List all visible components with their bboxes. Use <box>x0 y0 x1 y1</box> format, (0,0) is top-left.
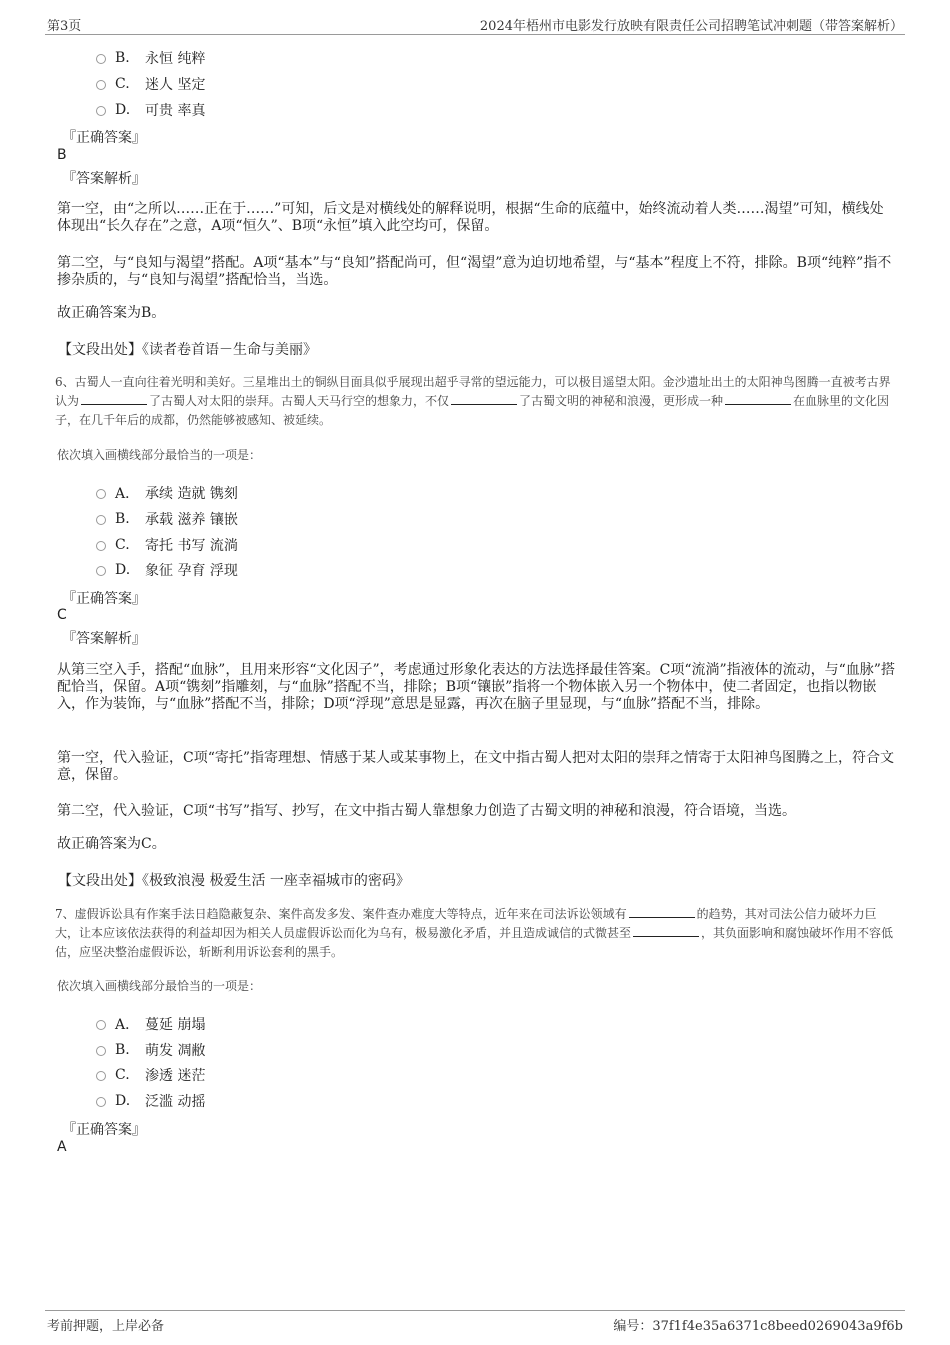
q6-analysis-2: 第一空，代入验证，C项“寄托”指寄理想、情感于某人或某事物上，在文中指古蜀人把对太阳的崇拜之情寄于太阳神鸟图腾之上，符合文意，保留。 <box>57 750 895 783</box>
document-code: 编号：37f1f4e35a6371c8beed0269043a9f6b <box>613 1319 903 1334</box>
q6-option-c[interactable] <box>96 535 238 555</box>
radio-icon[interactable] <box>96 489 106 499</box>
option-text: 可贵 率真 <box>145 103 206 119</box>
option-text: 寄托 书写 流淌 <box>145 538 238 554</box>
option-letter: C. <box>115 1067 130 1083</box>
stem-text: 了古蜀人对太阳的崇拜。古蜀人天马行空的想象力，不仅 <box>149 394 450 408</box>
q5-answer-label: 『正确答案』 <box>62 130 146 146</box>
option-text: 承续 造就 镌刻 <box>145 486 238 502</box>
option-letter: A． <box>115 486 140 502</box>
option-text: 蔓延 崩塌 <box>145 1017 206 1033</box>
q5-option-c[interactable] <box>96 74 205 94</box>
q7-answer-label: 『正确答案』 <box>62 1122 146 1138</box>
option-text: 迷人 坚定 <box>145 77 206 93</box>
option-letter: B. <box>115 50 130 66</box>
q7-option-d[interactable] <box>96 1091 205 1111</box>
option-letter: D. <box>115 1093 131 1109</box>
blank-line <box>451 392 517 405</box>
stem-text: 了古蜀文明的神秘和浪漫，更形成一种 <box>519 394 724 408</box>
q5-answer: B <box>57 147 67 163</box>
option-text: 渗透 迷茫 <box>145 1068 206 1084</box>
radio-icon[interactable] <box>96 1097 106 1107</box>
option-letter: B. <box>115 511 130 527</box>
stem-text: 7、虚假诉讼具有作案手法日趋隐蔽复杂、案件高发多发、案件查办难度大等特点，近年来在司法诉讼领域有 <box>55 907 627 921</box>
option-text: 承载 滋养 镶嵌 <box>145 512 238 528</box>
footer-divider <box>45 1310 905 1311</box>
q7-stem <box>55 905 900 962</box>
q6-stem <box>55 373 900 430</box>
q6-analysis-4: 故正确答案为C。 <box>57 836 166 852</box>
header-divider <box>45 34 905 35</box>
q5-analysis-label: 『答案解析』 <box>62 171 146 187</box>
footer-slogan: 考前押题，上岸必备 <box>47 1319 165 1334</box>
q5-analysis-2: 第二空，与“良知与渴望”搭配。A项“基本”与“良知”搭配尚可，但“渴望”意为迫切地希望，与“基本”程度上不符，排除。B项“纯粹”指不掺杂质的，与“良知与渴望”搭配恰当，当选。 <box>57 255 892 288</box>
q5-analysis-1: 第一空，由“之所以……正在于……”可知，后文是对横线处的解释说明，根据“生命的底蕴中，始终流动着人类……渴望”可知，横线处体现出“长久存在”之意，A项“恒久”、B项“永恒”填入此空均可，保留。 <box>57 201 884 234</box>
q6-option-d[interactable] <box>96 560 238 580</box>
option-text: 泛滥 动摇 <box>145 1094 206 1110</box>
q5-option-b[interactable] <box>96 48 205 68</box>
radio-icon[interactable] <box>96 566 106 576</box>
blank-line <box>633 924 699 937</box>
radio-icon[interactable] <box>96 80 106 90</box>
option-text: 象征 孕育 浮现 <box>145 563 238 579</box>
option-letter: C. <box>115 76 130 92</box>
q5-analysis-3: 故正确答案为B。 <box>57 305 166 321</box>
document-title: 2024年梧州市电影发行放映有限责任公司招聘笔试冲刺题（带答案解析） <box>479 19 903 34</box>
q5-source: 【文段出处】《读者卷首语－生命与美丽》 <box>58 342 317 358</box>
q6-analysis-label: 『答案解析』 <box>62 631 146 647</box>
q6-option-a[interactable] <box>96 483 238 503</box>
q7-option-b[interactable] <box>96 1040 205 1060</box>
q5-option-d[interactable] <box>96 100 205 120</box>
q7-answer: A <box>57 1139 67 1155</box>
stem-text: ，其负面影响和腐蚀破坏作用不容低估，应坚决整治虚假诉讼，斩断利用诉讼套利的黑手。 <box>55 926 894 959</box>
q6-source: 【文段出处】《极致浪漫 极爱生活 一座幸福城市的密码》 <box>58 873 410 889</box>
option-letter: C. <box>115 537 130 553</box>
stem-text: 的趋势，其对司法公信力破坏力巨大，让本应该依法获得的利益却因为相关人员虚假诉讼而化为乌有，极易激化矛盾，并且造成诚信的式微甚至 <box>55 907 877 940</box>
radio-icon[interactable] <box>96 515 106 525</box>
radio-icon[interactable] <box>96 1071 106 1081</box>
radio-icon[interactable] <box>96 1020 106 1030</box>
option-letter: A． <box>115 1017 140 1033</box>
blank-line <box>81 392 147 405</box>
option-letter: D. <box>115 562 131 578</box>
blank-line <box>629 905 695 918</box>
q7-prompt: 依次填入画横线部分最恰当的一项是： <box>57 979 262 993</box>
option-letter: D. <box>115 102 131 118</box>
q6-answer-label: 『正确答案』 <box>62 591 146 607</box>
q7-option-a[interactable] <box>96 1014 205 1034</box>
radio-icon[interactable] <box>96 54 106 64</box>
q6-prompt: 依次填入画横线部分最恰当的一项是： <box>57 448 262 462</box>
q6-analysis-3: 第二空，代入验证，C项“书写”指写、抄写，在文中指古蜀人靠想象力创造了古蜀文明的神秘和浪漫，符合语境，当选。 <box>57 803 797 819</box>
radio-icon[interactable] <box>96 106 106 116</box>
q6-analysis-1: 从第三空入手，搭配“血脉”，且用来形容“文化因子”，考虑通过形象化表达的方法选择最佳答案。C项“流淌”指液体的流动，与“血脉”搭配恰当，保留。A项“镌刻”指雕刻，与“血脉”搭配不当，排除；B项“镶嵌”指将一个物体嵌入另一个物体中，使二者固定，也指以物嵌入，作为装饰，与“血脉”搭配不当，排除；D项“浮现”意思是显露，再次在脑子里显现，与“血脉”搭配不当，排除。 <box>57 662 895 712</box>
stem-text: 6、古蜀人一直向往着光明和美好。三星堆出土的铜纵目面具似乎展现出超乎寻常的望远能力，可以极目遥望太阳。金沙遗址出土的太阳神鸟图腾一直被考古界认为 <box>55 375 891 408</box>
q6-answer: C <box>57 607 67 623</box>
radio-icon[interactable] <box>96 541 106 551</box>
blank-line <box>725 392 791 405</box>
page-number: 第3页 <box>47 19 82 34</box>
q7-option-c[interactable] <box>96 1065 205 1085</box>
radio-icon[interactable] <box>96 1046 106 1056</box>
option-text: 萌发 凋敝 <box>145 1043 206 1059</box>
q6-option-b[interactable] <box>96 509 238 529</box>
stem-text: 在血脉里的文化因子，在几千年后的成都，仍然能够被感知、被延续。 <box>55 394 890 427</box>
option-letter: B. <box>115 1042 130 1058</box>
option-text: 永恒 纯粹 <box>145 51 206 67</box>
